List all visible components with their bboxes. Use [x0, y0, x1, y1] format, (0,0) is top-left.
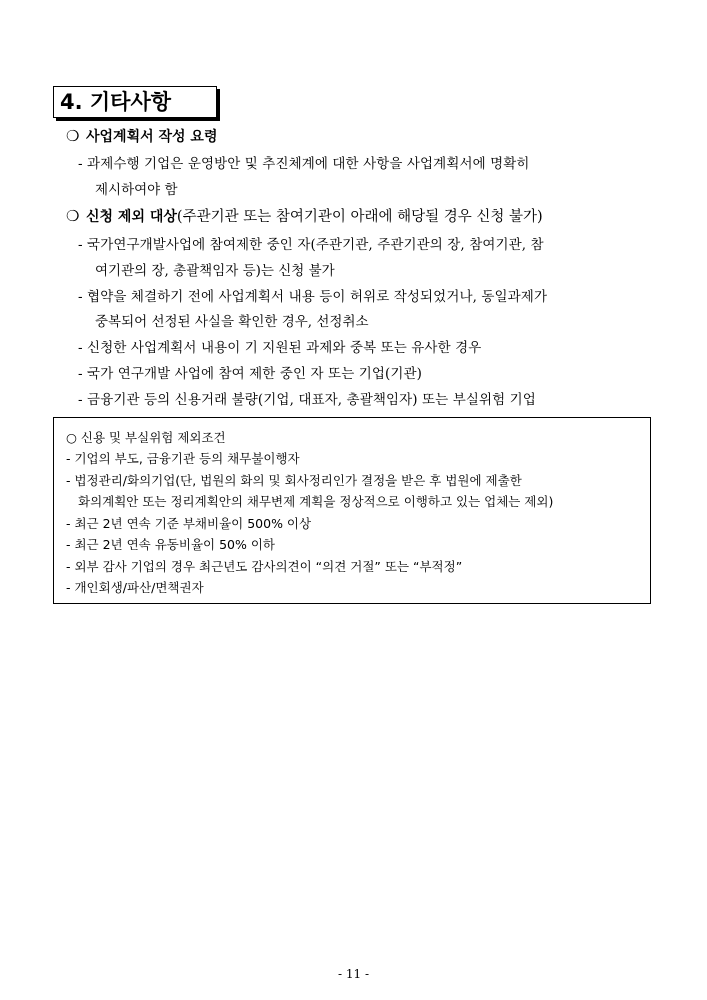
- exclusion-line-4: 중복되어 선정된 사실을 확인한 경우, 선정취소: [95, 314, 369, 330]
- notice-line-4: - 최근 2년 연속 기준 부채비율이 500% 이상: [66, 516, 312, 531]
- exclusion-line-7: - 금융기관 등의 신용거래 불량(기업, 대표자, 총괄책임자) 또는 부실위험 기업: [78, 392, 536, 408]
- plan-line-1: - 과제수행 기업은 운영방안 및 추진체계에 대한 사항을 사업계획서에 명확히: [78, 156, 530, 172]
- page-number: - 11 -: [337, 967, 369, 981]
- plan-heading: [66, 126, 217, 146]
- exclusion-heading: [66, 205, 543, 226]
- notice-line-3: 화의계획안 또는 정리계획안의 채무변제 계획을 정상적으로 이행하고 있는 업체는 제외): [78, 494, 554, 509]
- exclusion-line-3: - 협약을 체결하기 전에 사업계획서 내용 등이 허위로 작성되었거나, 동일과제가: [78, 289, 548, 305]
- section-title: 4. 기타사항: [53, 86, 217, 118]
- exclusion-line-5: - 신청한 사업계획서 내용이 기 지원된 과제와 중복 또는 유사한 경우: [78, 340, 482, 356]
- plan-line-2: 제시하여야 함: [95, 182, 178, 198]
- exclusion-heading-strong: 신청 제외 대상: [86, 209, 177, 225]
- notice-line-5: - 최근 2년 연속 유동비율이 50% 이하: [66, 537, 275, 552]
- notice-heading: ○ 신용 및 부실위험 제외조건: [66, 430, 226, 445]
- notice-line-2: - 법정관리/화의기업(단, 법원의 화의 및 회사정리인가 결정을 받은 후 법원에 제출한: [66, 473, 522, 488]
- exclusion-line-2: 여기관의 장, 총괄책임자 등)는 신청 불가: [95, 263, 335, 279]
- hollow-circle-bullet-icon: ❍: [66, 207, 80, 225]
- exclusion-line-1: - 국가연구개발사업에 참여제한 중인 자(주관기관, 주관기관의 장, 참여기관, 참: [78, 237, 544, 253]
- plan-heading-text: 사업계획서 작성 요령: [86, 129, 218, 145]
- notice-line-7: - 개인회생/파산/면책권자: [66, 580, 204, 595]
- notice-line-1: - 기업의 부도, 금융기관 등의 채무불이행자: [66, 451, 300, 466]
- exclusion-heading-rest: (주관기관 또는 참여기관이 아래에 해당될 경우 신청 불가): [176, 209, 543, 225]
- hollow-circle-bullet-icon: ❍: [66, 127, 80, 145]
- exclusion-line-6: - 국가 연구개발 사업에 참여 제한 중인 자 또는 기업(기관): [78, 366, 423, 382]
- notice-line-6: - 외부 감사 기업의 경우 최근년도 감사의견이 “의견 거절” 또는 “부적정”: [66, 559, 463, 574]
